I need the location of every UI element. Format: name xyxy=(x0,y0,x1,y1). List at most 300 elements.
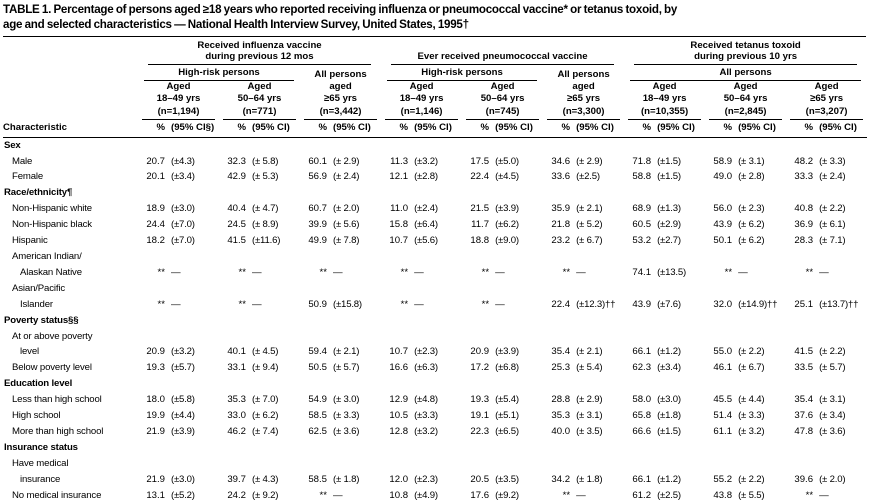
percent-cell: 19.3 xyxy=(146,362,165,374)
percent-cell: 40.8 xyxy=(794,203,814,215)
age-header: ≥65 yrs xyxy=(810,93,844,105)
age-header: ≥65 yrs xyxy=(567,93,601,105)
percent-cell: 10.7 xyxy=(389,235,409,247)
group-header xyxy=(381,38,624,65)
ci-cell: (±14.9)†† xyxy=(738,298,778,310)
ci-cell: (±2.7) xyxy=(657,235,681,247)
table-body xyxy=(3,137,867,503)
table-row xyxy=(3,265,867,281)
measure-row xyxy=(3,120,867,137)
ci-cell: (±6.3) xyxy=(414,362,438,374)
percent-cell: 17.2 xyxy=(470,362,490,374)
ci-cell: (± 5.8) xyxy=(252,155,279,167)
group-title-line: Received tetanus toxoid xyxy=(690,39,801,51)
age-range-row xyxy=(3,93,867,106)
percent-cell: 12.9 xyxy=(389,394,409,406)
ci-cell: — xyxy=(171,298,181,310)
age-header: 18–49 yrs xyxy=(642,93,687,105)
ci-cell: (± 5.6) xyxy=(333,219,360,231)
sample-size-header xyxy=(300,106,381,121)
ci-header: (95% CI) xyxy=(815,120,867,137)
age-header: aged xyxy=(572,80,595,92)
ci-cell: (± 6.1) xyxy=(819,219,846,231)
ci-cell: (± 2.9) xyxy=(333,155,360,167)
percent-cell: 53.2 xyxy=(632,235,652,247)
ci-cell: (±3.9) xyxy=(495,203,519,215)
ci-cell: (±3.5) xyxy=(495,473,519,485)
percent-cell: 20.1 xyxy=(146,171,165,183)
ci-cell: (± 5.7) xyxy=(819,362,846,374)
row-label: Islander xyxy=(20,298,53,310)
table-row xyxy=(3,297,867,313)
ci-cell: (±12.3)†† xyxy=(576,298,616,310)
row-label: Non-Hispanic black xyxy=(12,219,92,231)
empty-cells xyxy=(138,137,867,153)
ci-cell: (± 1.8) xyxy=(576,473,603,485)
ci-cell: (±7.6) xyxy=(657,298,681,310)
percent-cell: 34.2 xyxy=(551,473,571,485)
percent-cell: ** xyxy=(238,298,246,310)
subgroup-label: High-risk persons xyxy=(144,65,294,81)
percent-header: % xyxy=(624,120,653,137)
section-row xyxy=(3,440,867,456)
percent-cell: 61.1 xyxy=(713,425,733,437)
ci-cell: (±5.2) xyxy=(171,489,195,501)
ci-cell: (±13.5) xyxy=(657,266,686,278)
ci-cell: (± 9.4) xyxy=(252,362,279,374)
ci-cell: — xyxy=(333,489,343,501)
percent-cell: 54.9 xyxy=(308,394,327,406)
percent-cell: 15.8 xyxy=(389,219,409,231)
ci-cell: (± 4.4) xyxy=(738,394,765,406)
percent-header: % xyxy=(786,120,815,137)
table-row xyxy=(3,201,867,217)
percent-cell: 16.6 xyxy=(389,362,409,374)
ci-cell: — xyxy=(171,266,181,278)
ci-cell: (± 5.7) xyxy=(333,362,360,374)
row-label: American Indian/ xyxy=(12,251,82,262)
group-title-text xyxy=(634,40,857,65)
percent-cell: 45.5 xyxy=(713,394,733,406)
percent-cell: 66.1 xyxy=(632,473,652,485)
vaccination-table xyxy=(3,38,867,504)
ci-cell: (± 3.3) xyxy=(333,410,360,422)
sample-size-label: (n=10,355) xyxy=(628,106,701,121)
percent-cell: 28.3 xyxy=(794,235,814,247)
ci-header: (95% CI) xyxy=(653,120,705,137)
sample-size-label: (n=3,442) xyxy=(304,106,377,121)
group-title-line: during previous 12 mos xyxy=(205,51,314,63)
ci-cell: (± 2.9) xyxy=(576,155,603,167)
percent-cell: 35.4 xyxy=(794,394,814,406)
percent-cell: 55.0 xyxy=(713,346,733,358)
percent-cell: ** xyxy=(238,266,246,278)
row-label: level xyxy=(20,346,39,358)
ci-cell: (± 2.4) xyxy=(819,171,846,183)
percent-cell: 50.5 xyxy=(308,362,327,374)
percent-cell: 20.7 xyxy=(146,155,165,167)
percent-header: % xyxy=(543,120,572,137)
row-label: No medical insurance xyxy=(12,489,102,501)
percent-cell: ** xyxy=(724,266,733,278)
corner-cell xyxy=(3,38,138,65)
percent-cell: ** xyxy=(400,266,409,278)
ci-cell: (± 6.2) xyxy=(738,235,765,247)
ci-cell: (±4.4) xyxy=(171,410,195,422)
percent-cell: 74.1 xyxy=(632,266,652,278)
ci-cell: (±11.6) xyxy=(252,235,281,247)
percent-header: % xyxy=(219,120,248,137)
ci-cell: (±13.7)†† xyxy=(819,298,859,310)
percent-cell: 41.5 xyxy=(794,346,814,358)
ci-cell: (±2.9) xyxy=(657,219,681,231)
ci-cell: — xyxy=(252,298,262,310)
ci-cell: (±3.9) xyxy=(171,425,195,437)
percent-cell: 35.4 xyxy=(551,346,571,358)
percent-cell: ** xyxy=(157,266,165,278)
age-header: 18–49 yrs xyxy=(156,93,201,105)
row-label: High school xyxy=(12,410,61,422)
percent-cell: 21.5 xyxy=(470,203,490,215)
percent-cell: 46.1 xyxy=(713,362,733,374)
ci-cell: (±1.2) xyxy=(657,473,681,485)
age-header: Aged xyxy=(247,80,272,92)
percent-cell: ** xyxy=(319,266,327,278)
ci-cell: (± 3.1) xyxy=(576,410,603,422)
ci-cell: (± 3.0) xyxy=(333,394,360,406)
table-row xyxy=(3,344,867,360)
ci-cell: (± 3.2) xyxy=(738,425,765,437)
group-title-text xyxy=(148,40,371,65)
percent-cell: 50.1 xyxy=(713,235,733,247)
percent-cell: 36.9 xyxy=(794,219,814,231)
ci-cell: (± 3.3) xyxy=(738,410,765,422)
percent-cell: 40.1 xyxy=(227,346,246,358)
ci-cell: (±9.2) xyxy=(495,489,519,501)
percent-cell: ** xyxy=(805,489,814,501)
percent-cell: 66.1 xyxy=(632,346,652,358)
table-row xyxy=(3,281,867,297)
ci-cell: (± 6.7) xyxy=(576,235,603,247)
percent-cell: 33.6 xyxy=(551,171,571,183)
percent-cell: 28.8 xyxy=(551,394,571,406)
ci-cell: (±4.8) xyxy=(414,394,438,406)
percent-cell: 33.1 xyxy=(227,362,246,374)
age-header: aged xyxy=(329,80,352,92)
ci-cell: (±2.3) xyxy=(414,473,438,485)
table-title-line-2: age and selected characteristics — National Health Interview Survey, United States, 1995† xyxy=(3,17,469,31)
ci-cell: (± 5.4) xyxy=(576,362,603,374)
ci-cell: (±1.5) xyxy=(657,155,681,167)
percent-header: % xyxy=(462,120,491,137)
row-label: Sex xyxy=(4,139,21,151)
percent-cell: 18.8 xyxy=(470,235,490,247)
percent-cell: 61.2 xyxy=(632,489,652,501)
percent-cell: 55.2 xyxy=(713,473,733,485)
age-header: 50–64 yrs xyxy=(237,93,282,105)
percent-cell: 65.8 xyxy=(632,410,652,422)
empty-cells xyxy=(138,185,867,201)
row-label: Asian/Pacific xyxy=(12,282,65,294)
ci-cell: (± 8.9) xyxy=(252,219,279,231)
row-label: Education level xyxy=(4,378,73,390)
percent-cell: 48.2 xyxy=(794,155,814,167)
sample-size-row xyxy=(3,106,867,121)
ci-cell: (± 2.9) xyxy=(576,394,603,406)
ci-cell: (±6.8) xyxy=(495,362,519,374)
percent-cell: 12.1 xyxy=(389,171,409,183)
table-row xyxy=(3,456,867,472)
ci-cell: (±5.1) xyxy=(495,410,519,422)
empty-cells xyxy=(138,249,867,265)
ci-cell: (±1.2) xyxy=(657,346,681,358)
percent-cell: 58.8 xyxy=(632,171,652,183)
blank-cell xyxy=(3,93,138,106)
table-row xyxy=(3,392,867,408)
percent-cell: 18.9 xyxy=(146,203,165,215)
percent-cell: 22.4 xyxy=(551,298,571,310)
section-row xyxy=(3,376,867,392)
percent-cell: 22.4 xyxy=(470,171,490,183)
percent-cell: 62.5 xyxy=(308,425,327,437)
ci-cell: (±2.5) xyxy=(657,489,681,501)
sample-size-label: (n=3,207) xyxy=(790,106,863,121)
ci-cell: (±3.2) xyxy=(414,425,438,437)
percent-cell: 35.3 xyxy=(551,410,571,422)
ci-cell: (±3.2) xyxy=(414,155,438,167)
age-header: Aged xyxy=(652,80,677,92)
ci-header: (95% CI) xyxy=(248,120,300,137)
row-label: At or above poverty xyxy=(12,330,93,342)
blank-cell xyxy=(3,81,138,94)
table-row xyxy=(3,472,867,488)
percent-cell: 24.5 xyxy=(227,219,246,231)
age-header: 50–64 yrs xyxy=(480,93,525,105)
ci-cell: (± 2.2) xyxy=(819,346,846,358)
ci-cell: (±3.0) xyxy=(657,394,681,406)
section-row xyxy=(3,185,867,201)
percent-cell: 68.9 xyxy=(632,203,652,215)
ci-cell: — xyxy=(252,266,262,278)
ci-cell: (± 7.0) xyxy=(252,394,279,406)
ci-header: (95% CI) xyxy=(572,120,624,137)
row-label: Less than high school xyxy=(12,394,102,406)
ci-cell: (± 6.2) xyxy=(252,410,279,422)
percent-cell: 58.9 xyxy=(713,155,733,167)
table-title-line-1: TABLE 1. Percentage of persons aged ≥18 years who reported receiving influenza or pneumococcal vaccine* or tetanus toxoid, by xyxy=(3,3,678,16)
ci-cell: (±5.6) xyxy=(414,235,438,247)
ci-cell: (± 7.4) xyxy=(252,425,279,437)
percent-cell: 66.6 xyxy=(632,425,652,437)
ci-cell: (± 2.0) xyxy=(819,473,846,485)
percent-cell: 19.9 xyxy=(146,410,165,422)
ci-cell: (± 2.2) xyxy=(819,203,846,215)
ci-cell: (±2.3) xyxy=(414,346,438,358)
ci-cell: (± 6.7) xyxy=(738,362,765,374)
row-label: insurance xyxy=(20,473,61,485)
percent-cell: ** xyxy=(481,298,490,310)
percent-cell: 37.6 xyxy=(794,410,814,422)
percent-cell: ** xyxy=(400,298,409,310)
row-label: Poverty status§§ xyxy=(4,314,79,326)
section-row xyxy=(3,313,867,329)
sample-size-header xyxy=(462,106,543,121)
ci-cell: (± 2.0) xyxy=(333,203,360,215)
sample-size-label: (n=1,194) xyxy=(142,106,215,121)
percent-cell: ** xyxy=(562,489,571,501)
ci-cell: (±15.8) xyxy=(333,298,362,310)
ci-header: (95% CI§) xyxy=(167,120,219,137)
table-row xyxy=(3,169,867,185)
percent-cell: 49.0 xyxy=(713,171,733,183)
percent-cell: 11.3 xyxy=(390,155,409,167)
percent-cell: 20.9 xyxy=(146,346,165,358)
ci-cell: (±5.4) xyxy=(495,394,519,406)
ci-cell: (±6.2) xyxy=(495,219,519,231)
sample-size-header xyxy=(381,106,462,121)
subgroup-label: All persons xyxy=(557,68,610,80)
ci-header: (95% CI) xyxy=(329,120,381,137)
sample-size-label: (n=2,845) xyxy=(709,106,782,121)
ci-cell: (±6.5) xyxy=(495,425,519,437)
percent-cell: 43.9 xyxy=(632,298,652,310)
percent-cell: 24.4 xyxy=(146,219,165,231)
row-label: Have medical xyxy=(12,457,69,469)
ci-cell: (±3.0) xyxy=(171,203,195,215)
percent-cell: 32.0 xyxy=(713,298,733,310)
ci-cell: (± 3.3) xyxy=(819,155,846,167)
percent-cell: 58.5 xyxy=(308,410,327,422)
percent-cell: 47.8 xyxy=(794,425,814,437)
percent-cell: 22.3 xyxy=(470,425,490,437)
age-header: Aged xyxy=(733,80,758,92)
table-header xyxy=(3,38,867,138)
ci-cell: (± 4.7) xyxy=(252,203,279,215)
ci-cell: (± 7.8) xyxy=(333,235,360,247)
percent-cell: 39.9 xyxy=(308,219,327,231)
percent-cell: 43.9 xyxy=(713,219,733,231)
percent-cell: ** xyxy=(481,266,490,278)
percent-cell: 12.8 xyxy=(389,425,409,437)
empty-cells xyxy=(138,456,867,472)
row-label: More than high school xyxy=(12,425,104,437)
ci-cell: — xyxy=(495,298,505,310)
aged-row xyxy=(3,81,867,94)
ci-cell: — xyxy=(414,266,424,278)
table-row xyxy=(3,249,867,265)
age-header: Aged xyxy=(490,80,515,92)
ci-cell: — xyxy=(576,489,586,501)
empty-cells xyxy=(138,329,867,345)
subgroup-header xyxy=(624,65,867,81)
row-label: Non-Hispanic white xyxy=(12,203,92,215)
subgroup-header xyxy=(138,65,300,81)
age-header: Aged xyxy=(166,80,191,92)
percent-header: % xyxy=(300,120,329,137)
percent-cell: 25.3 xyxy=(551,362,571,374)
sample-size-header xyxy=(705,106,786,121)
ci-cell: (±3.4) xyxy=(657,362,681,374)
ci-cell: (±2.4) xyxy=(414,203,438,215)
percent-cell: 34.6 xyxy=(551,155,571,167)
age-header: 50–64 yrs xyxy=(723,93,768,105)
percent-cell: 35.9 xyxy=(551,203,571,215)
subgroup-row xyxy=(3,65,867,81)
group-title-text xyxy=(391,51,614,65)
ci-cell: (±3.9) xyxy=(495,346,519,358)
percent-cell: ** xyxy=(805,266,814,278)
ci-cell: — xyxy=(414,298,424,310)
ci-cell: (± 3.4) xyxy=(819,410,846,422)
sample-size-label: (n=3,300) xyxy=(547,106,620,121)
ci-cell: — xyxy=(819,489,829,501)
subgroup-header xyxy=(543,65,624,81)
sample-size-label: (n=1,146) xyxy=(385,106,458,121)
ci-cell: (±2.8) xyxy=(414,171,438,183)
percent-cell: 12.0 xyxy=(389,473,409,485)
row-label: Insurance status xyxy=(4,441,78,453)
percent-header: % xyxy=(138,120,167,137)
row-label: Alaskan Native xyxy=(20,266,82,278)
percent-cell: 24.2 xyxy=(227,489,246,501)
ci-cell: — xyxy=(819,266,829,278)
ci-cell: (±1.5) xyxy=(657,425,681,437)
percent-cell: 43.8 xyxy=(713,489,733,501)
percent-cell: 60.5 xyxy=(632,219,652,231)
empty-cells xyxy=(138,313,867,329)
ci-cell: (±1.3) xyxy=(657,203,681,215)
percent-cell: 62.3 xyxy=(632,362,652,374)
ci-cell: (±1.5) xyxy=(657,171,681,183)
row-label: Female xyxy=(12,171,44,183)
ci-cell: (± 2.2) xyxy=(738,346,765,358)
percent-cell: 10.5 xyxy=(389,410,409,422)
ci-cell: (± 5.3) xyxy=(252,171,279,183)
percent-cell: 20.5 xyxy=(470,473,490,485)
characteristic-header: Characteristic xyxy=(3,120,138,137)
percent-cell: 19.3 xyxy=(470,394,490,406)
ci-cell: (±5.8) xyxy=(171,394,195,406)
sample-size-label: (n=771) xyxy=(223,106,296,121)
ci-cell: (± 5.5) xyxy=(738,489,765,501)
percent-cell: 17.5 xyxy=(470,155,490,167)
group-header xyxy=(624,38,867,65)
percent-cell: 18.2 xyxy=(146,235,165,247)
percent-cell: 20.9 xyxy=(470,346,490,358)
age-header: Aged xyxy=(409,80,434,92)
ci-cell: (±3.3) xyxy=(414,410,438,422)
sample-size-header xyxy=(543,106,624,121)
percent-cell: 23.2 xyxy=(551,235,571,247)
table-row xyxy=(3,217,867,233)
percent-cell: 58.0 xyxy=(632,394,652,406)
ci-cell: (± 7.1) xyxy=(819,235,846,247)
ci-cell: (± 9.2) xyxy=(252,489,279,501)
ci-cell: (±2.5) xyxy=(576,171,600,183)
percent-cell: 39.7 xyxy=(227,473,246,485)
age-header: ≥65 yrs xyxy=(324,93,358,105)
percent-cell: 58.5 xyxy=(308,473,327,485)
ci-cell: (±7.0) xyxy=(171,219,195,231)
percent-cell: 21.9 xyxy=(146,473,165,485)
percent-cell: 33.0 xyxy=(227,410,246,422)
percent-cell: 17.6 xyxy=(470,489,490,501)
percent-cell: 32.3 xyxy=(227,155,246,167)
ci-cell: (± 1.8) xyxy=(333,473,360,485)
ci-cell: — xyxy=(333,266,343,278)
ci-cell: (± 5.2) xyxy=(576,219,603,231)
ci-cell: (± 4.3) xyxy=(252,473,279,485)
